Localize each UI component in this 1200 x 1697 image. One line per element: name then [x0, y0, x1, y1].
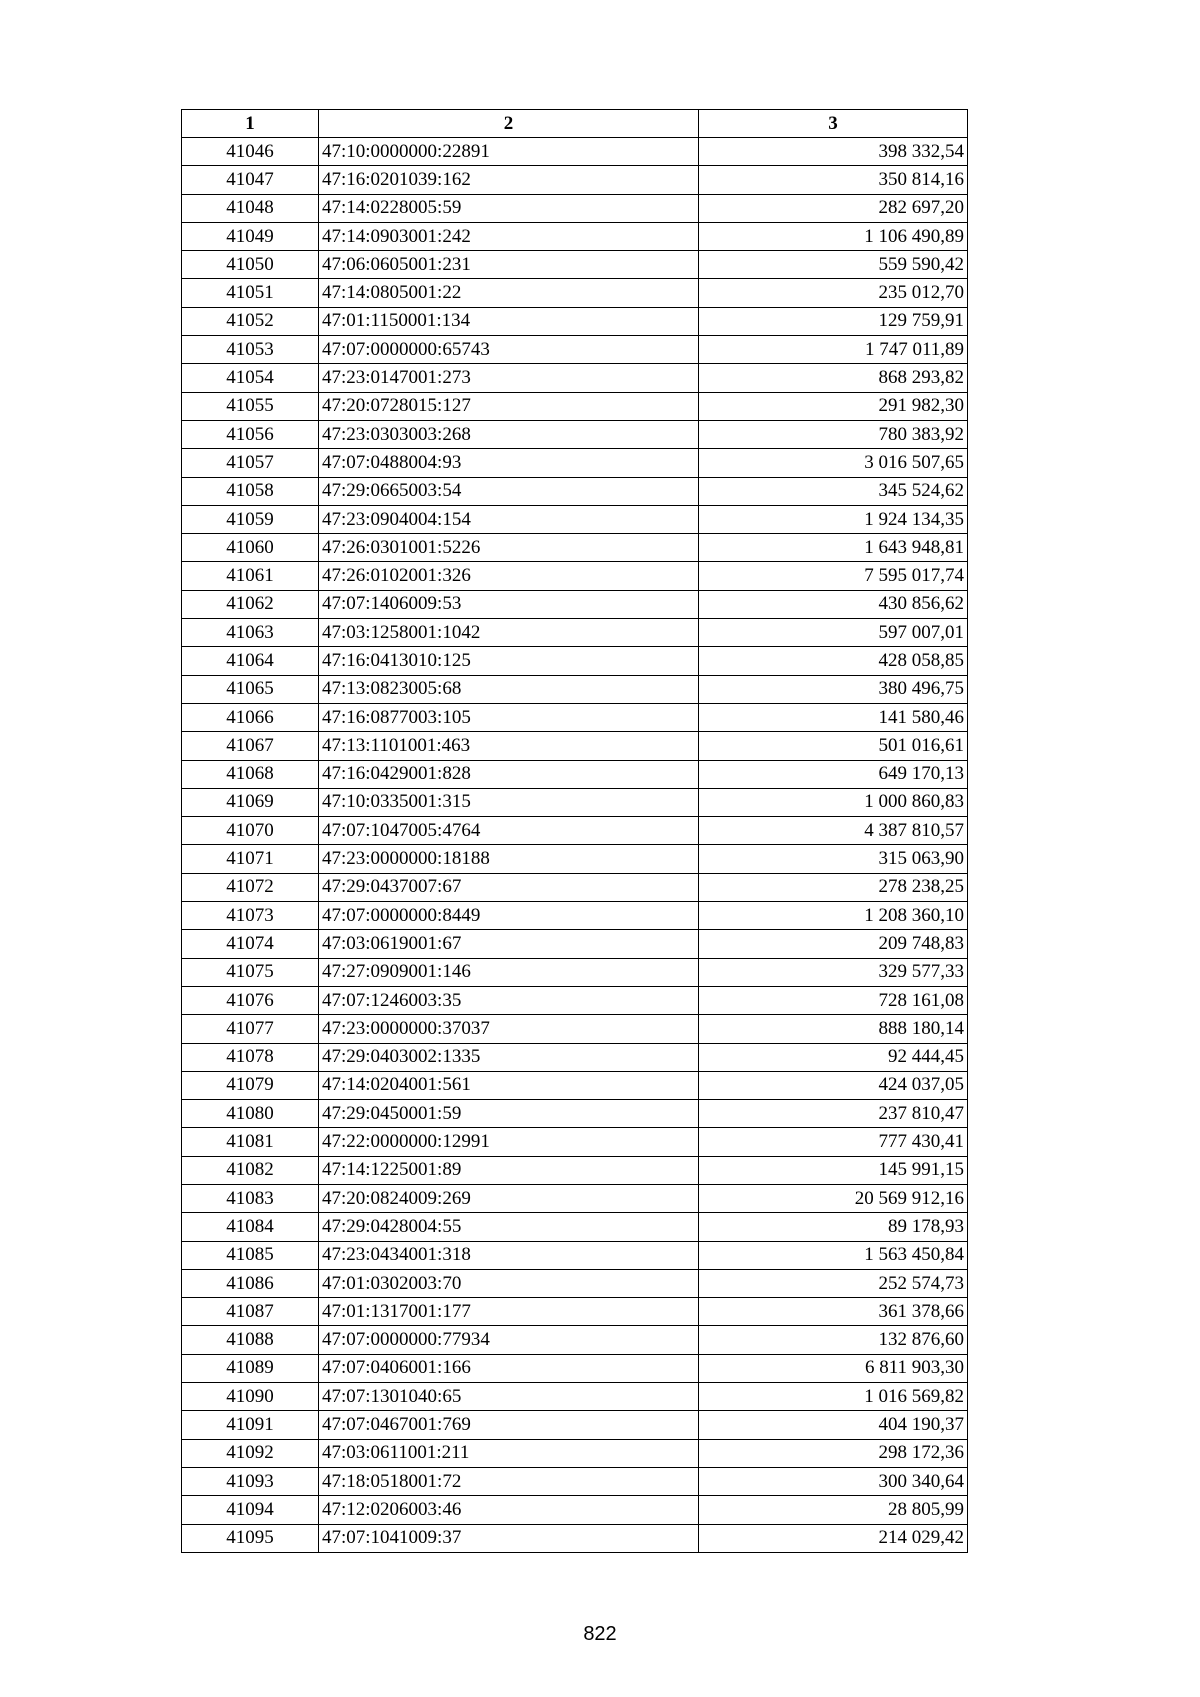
row-number-cell: 41081	[182, 1128, 319, 1156]
value-cell: 235 012,70	[699, 279, 968, 307]
value-cell: 380 496,75	[699, 675, 968, 703]
row-number-cell: 41073	[182, 902, 319, 930]
cadastral-number-cell: 47:07:1301040:65	[319, 1383, 699, 1411]
cadastral-number-cell: 47:23:0000000:18188	[319, 845, 699, 873]
cadastral-number-cell: 47:10:0335001:315	[319, 788, 699, 816]
cadastral-number-cell: 47:14:0805001:22	[319, 279, 699, 307]
table-row	[182, 1071, 968, 1099]
value-cell: 1 106 490,89	[699, 222, 968, 250]
cadastral-number-cell: 47:26:0102001:326	[319, 562, 699, 590]
row-number-cell: 41046	[182, 138, 319, 166]
table-row	[182, 1241, 968, 1269]
cadastral-number-cell: 47:29:0437007:67	[319, 873, 699, 901]
value-cell: 28 805,99	[699, 1496, 968, 1524]
table-row	[182, 420, 968, 448]
cadastral-number-cell: 47:01:1317001:177	[319, 1298, 699, 1326]
row-number-cell: 41072	[182, 873, 319, 901]
table-row	[182, 958, 968, 986]
cadastral-number-cell: 47:07:0000000:8449	[319, 902, 699, 930]
value-cell: 4 387 810,57	[699, 817, 968, 845]
cadastral-number-cell: 47:12:0206003:46	[319, 1496, 699, 1524]
value-cell: 92 444,45	[699, 1043, 968, 1071]
value-cell: 145 991,15	[699, 1156, 968, 1184]
row-number-cell: 41078	[182, 1043, 319, 1071]
value-cell: 361 378,66	[699, 1298, 968, 1326]
table-row	[182, 307, 968, 335]
data-table	[181, 109, 968, 1553]
value-cell: 888 180,14	[699, 1015, 968, 1043]
value-cell: 3 016 507,65	[699, 449, 968, 477]
value-cell: 350 814,16	[699, 166, 968, 194]
table-row	[182, 392, 968, 420]
table-row	[182, 138, 968, 166]
row-number-cell: 41095	[182, 1524, 319, 1552]
row-number-cell: 41057	[182, 449, 319, 477]
column-header-2: 2	[319, 110, 699, 138]
row-number-cell: 41062	[182, 590, 319, 618]
row-number-cell: 41058	[182, 477, 319, 505]
row-number-cell: 41075	[182, 958, 319, 986]
row-number-cell: 41066	[182, 703, 319, 731]
cadastral-number-cell: 47:20:0728015:127	[319, 392, 699, 420]
cadastral-number-cell: 47:07:1406009:53	[319, 590, 699, 618]
table-row	[182, 1156, 968, 1184]
value-cell: 1 000 860,83	[699, 788, 968, 816]
table-row	[182, 619, 968, 647]
table-row	[182, 449, 968, 477]
table-row	[182, 336, 968, 364]
row-number-cell: 41091	[182, 1411, 319, 1439]
row-number-cell: 41085	[182, 1241, 319, 1269]
row-number-cell: 41087	[182, 1298, 319, 1326]
cadastral-number-cell: 47:01:1150001:134	[319, 307, 699, 335]
cadastral-number-cell: 47:23:0303003:268	[319, 420, 699, 448]
cadastral-number-cell: 47:18:0518001:72	[319, 1467, 699, 1495]
table-row	[182, 194, 968, 222]
value-cell: 559 590,42	[699, 251, 968, 279]
value-cell: 209 748,83	[699, 930, 968, 958]
value-cell: 780 383,92	[699, 420, 968, 448]
value-cell: 345 524,62	[699, 477, 968, 505]
value-cell: 649 170,13	[699, 760, 968, 788]
cadastral-number-cell: 47:23:0904004:154	[319, 505, 699, 533]
value-cell: 1 747 011,89	[699, 336, 968, 364]
row-number-cell: 41083	[182, 1184, 319, 1212]
value-cell: 300 340,64	[699, 1467, 968, 1495]
cadastral-number-cell: 47:14:0228005:59	[319, 194, 699, 222]
row-number-cell: 41063	[182, 619, 319, 647]
row-number-cell: 41055	[182, 392, 319, 420]
cadastral-number-cell: 47:16:0201039:162	[319, 166, 699, 194]
value-cell: 315 063,90	[699, 845, 968, 873]
table-row	[182, 1213, 968, 1241]
table-row	[182, 1015, 968, 1043]
value-cell: 237 810,47	[699, 1100, 968, 1128]
row-number-cell: 41051	[182, 279, 319, 307]
row-number-cell: 41077	[182, 1015, 319, 1043]
value-cell: 89 178,93	[699, 1213, 968, 1241]
cadastral-number-cell: 47:26:0301001:5226	[319, 534, 699, 562]
value-cell: 1 563 450,84	[699, 1241, 968, 1269]
cadastral-number-cell: 47:14:1225001:89	[319, 1156, 699, 1184]
table-row	[182, 1496, 968, 1524]
table-row	[182, 279, 968, 307]
value-cell: 298 172,36	[699, 1439, 968, 1467]
value-cell: 282 697,20	[699, 194, 968, 222]
row-number-cell: 41068	[182, 760, 319, 788]
table-row	[182, 251, 968, 279]
cadastral-number-cell: 47:07:1047005:4764	[319, 817, 699, 845]
cadastral-number-cell: 47:16:0413010:125	[319, 647, 699, 675]
cadastral-number-cell: 47:27:0909001:146	[319, 958, 699, 986]
row-number-cell: 41060	[182, 534, 319, 562]
table-row	[182, 590, 968, 618]
table-row	[182, 505, 968, 533]
row-number-cell: 41064	[182, 647, 319, 675]
row-number-cell: 41093	[182, 1467, 319, 1495]
table-row	[182, 647, 968, 675]
table-row	[182, 534, 968, 562]
cadastral-number-cell: 47:07:1041009:37	[319, 1524, 699, 1552]
table-row	[182, 986, 968, 1014]
row-number-cell: 41079	[182, 1071, 319, 1099]
table-row	[182, 930, 968, 958]
cadastral-number-cell: 47:03:1258001:1042	[319, 619, 699, 647]
table-row	[182, 1411, 968, 1439]
cadastral-number-cell: 47:20:0824009:269	[319, 1184, 699, 1212]
table-row	[182, 845, 968, 873]
cadastral-number-cell: 47:07:0000000:65743	[319, 336, 699, 364]
table-row	[182, 873, 968, 901]
table-row	[182, 364, 968, 392]
value-cell: 214 029,42	[699, 1524, 968, 1552]
value-cell: 777 430,41	[699, 1128, 968, 1156]
value-cell: 20 569 912,16	[699, 1184, 968, 1212]
cadastral-number-cell: 47:29:0665003:54	[319, 477, 699, 505]
table-row	[182, 902, 968, 930]
table-row	[182, 1326, 968, 1354]
cadastral-number-cell: 47:23:0147001:273	[319, 364, 699, 392]
row-number-cell: 41070	[182, 817, 319, 845]
cadastral-number-cell: 47:01:0302003:70	[319, 1269, 699, 1297]
cadastral-number-cell: 47:07:0406001:166	[319, 1354, 699, 1382]
cadastral-number-cell: 47:07:0467001:769	[319, 1411, 699, 1439]
row-number-cell: 41086	[182, 1269, 319, 1297]
header-row	[182, 110, 968, 138]
value-cell: 501 016,61	[699, 732, 968, 760]
table-row	[182, 788, 968, 816]
row-number-cell: 41067	[182, 732, 319, 760]
cadastral-number-cell: 47:03:0611001:211	[319, 1439, 699, 1467]
value-cell: 6 811 903,30	[699, 1354, 968, 1382]
row-number-cell: 41084	[182, 1213, 319, 1241]
cadastral-number-cell: 47:23:0434001:318	[319, 1241, 699, 1269]
value-cell: 132 876,60	[699, 1326, 968, 1354]
table-row	[182, 760, 968, 788]
cadastral-number-cell: 47:07:0488004:93	[319, 449, 699, 477]
row-number-cell: 41056	[182, 420, 319, 448]
table-row	[182, 1043, 968, 1071]
row-number-cell: 41074	[182, 930, 319, 958]
row-number-cell: 41047	[182, 166, 319, 194]
cadastral-number-cell: 47:16:0877003:105	[319, 703, 699, 731]
table-row	[182, 817, 968, 845]
value-cell: 1 924 134,35	[699, 505, 968, 533]
table-row	[182, 477, 968, 505]
table-row	[182, 1128, 968, 1156]
value-cell: 1 208 360,10	[699, 902, 968, 930]
cadastral-number-cell: 47:10:0000000:22891	[319, 138, 699, 166]
table-row	[182, 1269, 968, 1297]
table-row	[182, 562, 968, 590]
row-number-cell: 41082	[182, 1156, 319, 1184]
table-row	[182, 1383, 968, 1411]
row-number-cell: 41071	[182, 845, 319, 873]
table-row	[182, 1100, 968, 1128]
table-row	[182, 1524, 968, 1552]
value-cell: 291 982,30	[699, 392, 968, 420]
value-cell: 1 643 948,81	[699, 534, 968, 562]
value-cell: 1 016 569,82	[699, 1383, 968, 1411]
cadastral-number-cell: 47:14:0204001:561	[319, 1071, 699, 1099]
row-number-cell: 41049	[182, 222, 319, 250]
table-row	[182, 1298, 968, 1326]
cadastral-number-cell: 47:14:0903001:242	[319, 222, 699, 250]
row-number-cell: 41059	[182, 505, 319, 533]
value-cell: 141 580,46	[699, 703, 968, 731]
value-cell: 7 595 017,74	[699, 562, 968, 590]
value-cell: 129 759,91	[699, 307, 968, 335]
row-number-cell: 41069	[182, 788, 319, 816]
value-cell: 278 238,25	[699, 873, 968, 901]
cadastral-number-cell: 47:23:0000000:37037	[319, 1015, 699, 1043]
row-number-cell: 41050	[182, 251, 319, 279]
table-body	[182, 138, 968, 1553]
value-cell: 252 574,73	[699, 1269, 968, 1297]
row-number-cell: 41094	[182, 1496, 319, 1524]
cadastral-number-cell: 47:22:0000000:12991	[319, 1128, 699, 1156]
table-row	[182, 675, 968, 703]
row-number-cell: 41065	[182, 675, 319, 703]
row-number-cell: 41080	[182, 1100, 319, 1128]
value-cell: 430 856,62	[699, 590, 968, 618]
row-number-cell: 41052	[182, 307, 319, 335]
row-number-cell: 41088	[182, 1326, 319, 1354]
row-number-cell: 41090	[182, 1383, 319, 1411]
page-number: 822	[583, 1623, 617, 1645]
cadastral-number-cell: 47:13:0823005:68	[319, 675, 699, 703]
value-cell: 424 037,05	[699, 1071, 968, 1099]
cadastral-number-cell: 47:03:0619001:67	[319, 930, 699, 958]
table-row	[182, 732, 968, 760]
cadastral-number-cell: 47:07:1246003:35	[319, 986, 699, 1014]
column-header-1: 1	[182, 110, 319, 138]
row-number-cell: 41092	[182, 1439, 319, 1467]
cadastral-number-cell: 47:29:0450001:59	[319, 1100, 699, 1128]
cadastral-number-cell: 47:29:0403002:1335	[319, 1043, 699, 1071]
column-header-3: 3	[699, 110, 968, 138]
table-row	[182, 166, 968, 194]
table-row	[182, 1184, 968, 1212]
value-cell: 428 058,85	[699, 647, 968, 675]
table-row	[182, 222, 968, 250]
table-row	[182, 1354, 968, 1382]
cadastral-number-cell: 47:29:0428004:55	[319, 1213, 699, 1241]
cadastral-number-cell: 47:07:0000000:77934	[319, 1326, 699, 1354]
row-number-cell: 41089	[182, 1354, 319, 1382]
value-cell: 728 161,08	[699, 986, 968, 1014]
value-cell: 404 190,37	[699, 1411, 968, 1439]
cadastral-number-cell: 47:16:0429001:828	[319, 760, 699, 788]
row-number-cell: 41053	[182, 336, 319, 364]
table-row	[182, 1439, 968, 1467]
row-number-cell: 41061	[182, 562, 319, 590]
value-cell: 597 007,01	[699, 619, 968, 647]
value-cell: 868 293,82	[699, 364, 968, 392]
row-number-cell: 41076	[182, 986, 319, 1014]
value-cell: 398 332,54	[699, 138, 968, 166]
table-row	[182, 1467, 968, 1495]
row-number-cell: 41054	[182, 364, 319, 392]
cadastral-number-cell: 47:06:0605001:231	[319, 251, 699, 279]
value-cell: 329 577,33	[699, 958, 968, 986]
table-row	[182, 703, 968, 731]
row-number-cell: 41048	[182, 194, 319, 222]
cadastral-number-cell: 47:13:1101001:463	[319, 732, 699, 760]
